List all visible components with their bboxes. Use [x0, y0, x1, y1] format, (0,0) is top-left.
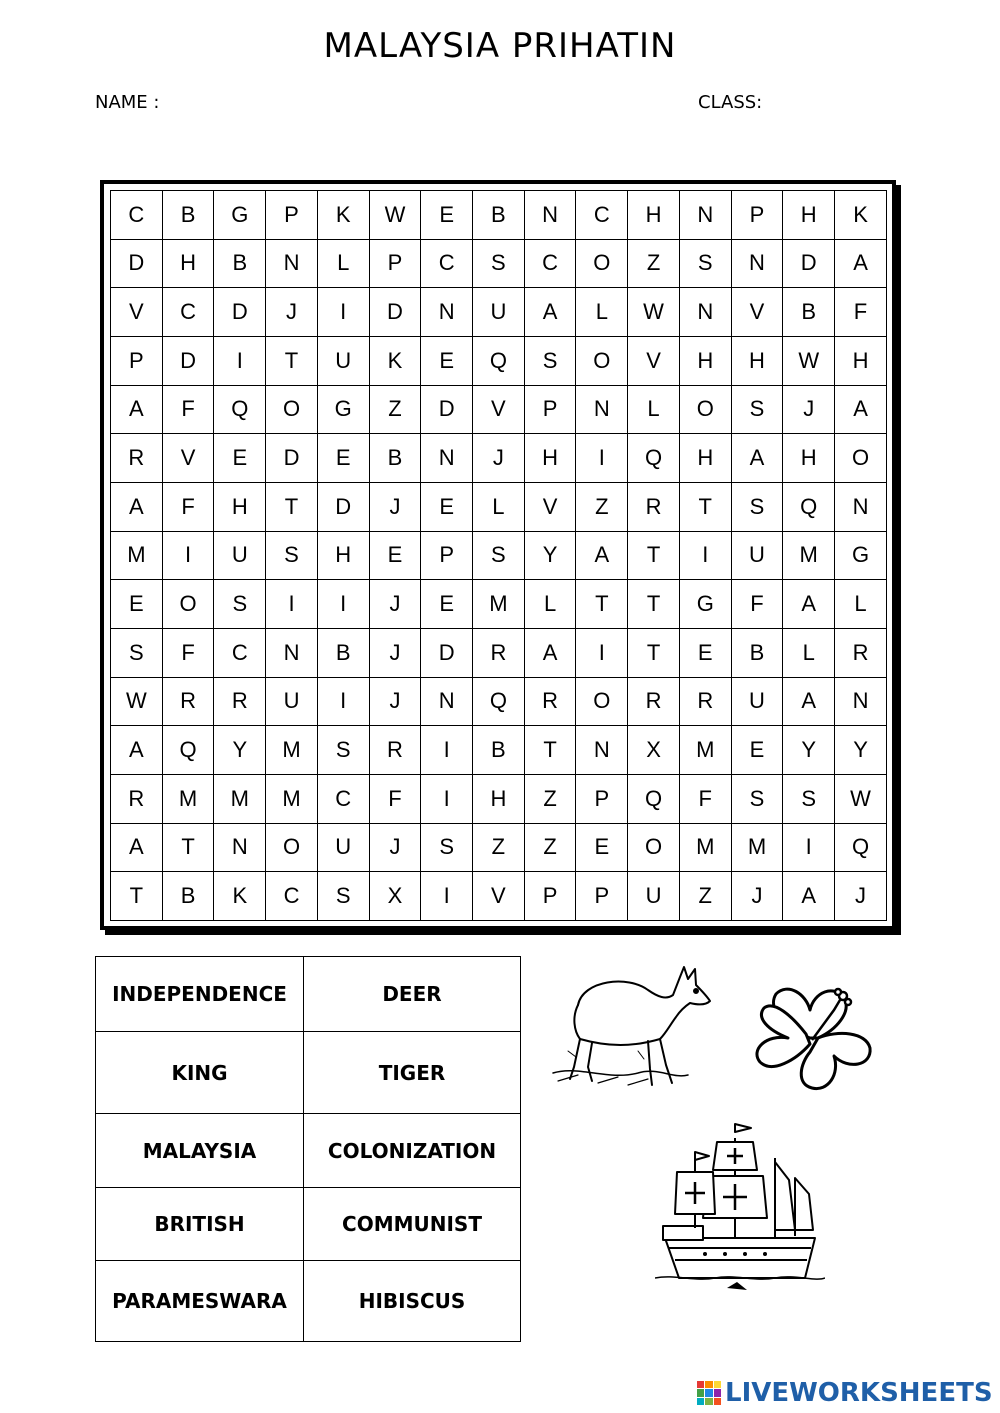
grid-cell[interactable]: M [679, 823, 731, 872]
logo-square [705, 1398, 712, 1405]
grid-cell[interactable]: I [266, 580, 318, 629]
grid-cell[interactable]: S [473, 239, 525, 288]
grid-cell[interactable]: P [524, 872, 576, 921]
grid-cell[interactable]: J [783, 385, 835, 434]
grid-cell[interactable]: N [421, 434, 473, 483]
grid-cell[interactable]: Y [214, 726, 266, 775]
grid-cell[interactable]: I [576, 628, 628, 677]
grid-cell[interactable]: U [628, 872, 680, 921]
grid-cell[interactable]: L [524, 580, 576, 629]
grid-cell[interactable]: S [524, 336, 576, 385]
grid-row [111, 482, 887, 531]
grid-cell[interactable]: T [162, 823, 214, 872]
grid-cell[interactable]: S [679, 239, 731, 288]
grid-cell[interactable]: B [473, 726, 525, 775]
word-list-row [96, 1032, 521, 1114]
grid-cell[interactable]: Q [162, 726, 214, 775]
grid-cell[interactable]: F [679, 774, 731, 823]
grid-cell[interactable]: S [783, 774, 835, 823]
grid-cell[interactable]: A [731, 434, 783, 483]
grid-cell[interactable]: H [679, 434, 731, 483]
grid-cell[interactable]: I [214, 336, 266, 385]
grid-cell[interactable]: E [679, 628, 731, 677]
grid-cell[interactable]: H [473, 774, 525, 823]
grid-cell[interactable]: E [421, 482, 473, 531]
grid-cell[interactable]: E [214, 434, 266, 483]
grid-cell[interactable]: J [369, 677, 421, 726]
grid-row [111, 385, 887, 434]
grid-cell[interactable]: Q [628, 434, 680, 483]
grid-cell[interactable]: A [111, 823, 163, 872]
grid-cell[interactable]: O [679, 385, 731, 434]
word-search-grid [110, 190, 887, 921]
grid-cell[interactable]: S [317, 872, 369, 921]
grid-cell[interactable]: H [835, 336, 887, 385]
grid-cell[interactable]: X [628, 726, 680, 775]
hibiscus-drawing [748, 980, 878, 1098]
grid-cell[interactable]: H [731, 336, 783, 385]
grid-cell[interactable]: J [369, 482, 421, 531]
grid-cell[interactable]: B [783, 288, 835, 337]
grid-cell[interactable]: U [731, 677, 783, 726]
grid-cell[interactable]: E [111, 580, 163, 629]
grid-cell[interactable]: D [214, 288, 266, 337]
grid-cell[interactable]: M [162, 774, 214, 823]
grid-cell[interactable]: A [783, 677, 835, 726]
grid-cell[interactable]: G [835, 531, 887, 580]
logo-square [697, 1381, 704, 1388]
grid-cell[interactable]: K [369, 336, 421, 385]
grid-cell[interactable]: J [369, 628, 421, 677]
grid-cell[interactable]: R [111, 434, 163, 483]
grid-cell[interactable]: B [162, 872, 214, 921]
grid-cell[interactable]: U [266, 677, 318, 726]
grid-cell[interactable]: H [628, 191, 680, 240]
grid-cell[interactable]: S [731, 774, 783, 823]
word-list-item: COLONIZATION [304, 1114, 521, 1188]
grid-cell[interactable]: K [214, 872, 266, 921]
grid-cell[interactable]: L [317, 239, 369, 288]
grid-cell[interactable]: N [266, 239, 318, 288]
grid-cell[interactable]: I [317, 677, 369, 726]
grid-cell[interactable]: G [317, 385, 369, 434]
grid-cell[interactable]: R [835, 628, 887, 677]
grid-cell[interactable]: H [679, 336, 731, 385]
grid-row [111, 531, 887, 580]
grid-cell[interactable]: A [576, 531, 628, 580]
grid-cell[interactable]: A [524, 628, 576, 677]
grid-cell[interactable]: A [783, 872, 835, 921]
grid-row [111, 336, 887, 385]
grid-cell[interactable]: B [731, 628, 783, 677]
grid-cell[interactable]: S [731, 385, 783, 434]
grid-cell[interactable]: O [162, 580, 214, 629]
grid-cell[interactable]: C [266, 872, 318, 921]
grid-cell[interactable]: P [524, 385, 576, 434]
grid-cell[interactable]: L [473, 482, 525, 531]
class-label: CLASS: [698, 92, 763, 113]
grid-cell[interactable]: T [628, 531, 680, 580]
grid-cell[interactable]: V [731, 288, 783, 337]
grid-row [111, 628, 887, 677]
grid-cell[interactable]: C [524, 239, 576, 288]
grid-cell[interactable]: A [835, 385, 887, 434]
liveworksheets-brand[interactable] [697, 1378, 993, 1408]
logo-square [714, 1398, 721, 1405]
grid-cell[interactable]: D [421, 628, 473, 677]
page-title: MALAYSIA PRIHATIN [323, 26, 677, 66]
grid-cell[interactable]: R [524, 677, 576, 726]
grid-cell[interactable]: B [317, 628, 369, 677]
grid-row [111, 191, 887, 240]
grid-row [111, 434, 887, 483]
grid-cell[interactable]: J [835, 872, 887, 921]
grid-cell[interactable]: Q [835, 823, 887, 872]
grid-cell[interactable]: V [162, 434, 214, 483]
grid-cell[interactable]: B [473, 191, 525, 240]
grid-cell[interactable]: I [783, 823, 835, 872]
grid-row [111, 677, 887, 726]
grid-cell[interactable]: V [473, 385, 525, 434]
grid-cell[interactable]: T [111, 872, 163, 921]
grid-cell[interactable]: I [317, 288, 369, 337]
grid-cell[interactable]: N [576, 385, 628, 434]
grid-cell[interactable]: G [214, 191, 266, 240]
grid-cell[interactable]: Q [473, 677, 525, 726]
grid-cell[interactable]: W [835, 774, 887, 823]
grid-cell[interactable]: V [628, 336, 680, 385]
grid-cell[interactable]: B [214, 239, 266, 288]
grid-cell[interactable]: E [421, 580, 473, 629]
grid-cell[interactable]: D [317, 482, 369, 531]
grid-cell[interactable]: I [421, 774, 473, 823]
grid-cell[interactable]: E [421, 336, 473, 385]
grid-cell[interactable]: J [369, 580, 421, 629]
grid-cell[interactable]: M [266, 774, 318, 823]
grid-cell[interactable]: O [266, 823, 318, 872]
grid-cell[interactable]: P [111, 336, 163, 385]
grid-cell[interactable]: D [421, 385, 473, 434]
grid-cell[interactable]: V [473, 872, 525, 921]
grid-cell[interactable]: U [731, 531, 783, 580]
grid-cell[interactable]: L [628, 385, 680, 434]
grid-cell[interactable]: I [576, 434, 628, 483]
grid-cell[interactable]: C [162, 288, 214, 337]
grid-cell[interactable]: O [628, 823, 680, 872]
grid-cell[interactable]: S [214, 580, 266, 629]
grid-cell[interactable]: D [266, 434, 318, 483]
grid-cell[interactable]: U [317, 823, 369, 872]
grid-cell[interactable]: O [576, 677, 628, 726]
grid-cell[interactable]: A [524, 288, 576, 337]
grid-cell[interactable]: R [679, 677, 731, 726]
grid-cell[interactable]: P [266, 191, 318, 240]
grid-cell[interactable]: W [783, 336, 835, 385]
grid-cell[interactable]: F [369, 774, 421, 823]
word-list-item: COMMUNIST [304, 1188, 521, 1261]
grid-cell[interactable]: U [473, 288, 525, 337]
grid-cell[interactable]: H [783, 191, 835, 240]
grid-cell[interactable]: Q [783, 482, 835, 531]
grid-cell[interactable]: R [214, 677, 266, 726]
grid-cell[interactable]: S [473, 531, 525, 580]
grid-cell[interactable]: A [111, 482, 163, 531]
grid-cell[interactable]: H [162, 239, 214, 288]
grid-cell[interactable]: N [524, 191, 576, 240]
word-list-item: MALAYSIA [96, 1114, 304, 1188]
grid-cell[interactable]: N [835, 677, 887, 726]
grid-cell[interactable]: T [576, 580, 628, 629]
grid-cell[interactable]: R [111, 774, 163, 823]
grid-cell[interactable]: U [214, 531, 266, 580]
grid-cell[interactable]: Y [524, 531, 576, 580]
grid-cell[interactable]: R [628, 482, 680, 531]
liveworksheets-logo-icon [697, 1381, 721, 1405]
grid-cell[interactable]: E [421, 191, 473, 240]
grid-cell[interactable]: Q [473, 336, 525, 385]
grid-cell[interactable]: M [111, 531, 163, 580]
grid-cell[interactable]: P [731, 191, 783, 240]
grid-cell[interactable]: N [421, 288, 473, 337]
grid-cell[interactable]: H [317, 531, 369, 580]
grid-cell[interactable]: O [266, 385, 318, 434]
grid-cell[interactable]: O [835, 434, 887, 483]
grid-row [111, 726, 887, 775]
grid-cell[interactable]: C [421, 239, 473, 288]
word-list-item: DEER [304, 957, 521, 1032]
word-list-item: INDEPENDENCE [96, 957, 304, 1032]
grid-cell[interactable]: O [576, 239, 628, 288]
grid-cell[interactable]: C [111, 191, 163, 240]
grid-cell[interactable]: C [214, 628, 266, 677]
grid-cell[interactable]: F [162, 628, 214, 677]
grid-cell[interactable]: T [266, 336, 318, 385]
grid-cell[interactable]: M [679, 726, 731, 775]
grid-cell[interactable]: B [369, 434, 421, 483]
grid-cell[interactable]: V [524, 482, 576, 531]
deer-drawing [548, 955, 713, 1095]
grid-cell[interactable]: K [835, 191, 887, 240]
grid-cell[interactable]: L [783, 628, 835, 677]
grid-cell[interactable]: N [679, 191, 731, 240]
logo-square [697, 1389, 704, 1396]
grid-cell[interactable]: B [162, 191, 214, 240]
grid-cell[interactable]: T [628, 580, 680, 629]
grid-cell[interactable]: N [266, 628, 318, 677]
word-list-table [95, 956, 521, 1342]
ship-drawing [655, 1118, 825, 1300]
grid-cell[interactable]: L [576, 288, 628, 337]
logo-square [714, 1381, 721, 1388]
grid-cell[interactable]: T [628, 628, 680, 677]
grid-cell[interactable]: E [369, 531, 421, 580]
grid-cell[interactable]: A [835, 239, 887, 288]
grid-cell[interactable]: M [731, 823, 783, 872]
grid-cell[interactable]: Q [628, 774, 680, 823]
grid-cell[interactable]: D [111, 239, 163, 288]
logo-square [705, 1389, 712, 1396]
grid-cell[interactable]: M [266, 726, 318, 775]
word-list-item: HIBISCUS [304, 1261, 521, 1342]
grid-cell[interactable]: Z [473, 823, 525, 872]
grid-cell[interactable]: R [473, 628, 525, 677]
grid-cell[interactable]: F [731, 580, 783, 629]
word-search-frame [100, 180, 896, 930]
name-label: NAME : [95, 92, 160, 113]
grid-cell[interactable]: X [369, 872, 421, 921]
grid-cell[interactable]: F [162, 385, 214, 434]
word-list-item: TIGER [304, 1032, 521, 1114]
grid-cell[interactable]: E [731, 726, 783, 775]
grid-cell[interactable]: Z [628, 239, 680, 288]
grid-cell[interactable]: S [731, 482, 783, 531]
grid-cell[interactable]: W [369, 191, 421, 240]
grid-cell[interactable]: I [421, 726, 473, 775]
grid-cell[interactable]: T [524, 726, 576, 775]
grid-cell[interactable]: Z [369, 385, 421, 434]
grid-cell[interactable]: W [111, 677, 163, 726]
grid-cell[interactable]: R [162, 677, 214, 726]
grid-cell[interactable]: H [214, 482, 266, 531]
grid-cell[interactable]: Q [214, 385, 266, 434]
grid-cell[interactable]: T [266, 482, 318, 531]
grid-cell[interactable]: R [628, 677, 680, 726]
grid-cell[interactable]: N [576, 726, 628, 775]
grid-row [111, 872, 887, 921]
grid-cell[interactable]: E [576, 823, 628, 872]
grid-cell[interactable]: P [576, 774, 628, 823]
grid-cell[interactable]: J [473, 434, 525, 483]
grid-row [111, 774, 887, 823]
grid-cell[interactable]: I [317, 580, 369, 629]
word-list-item: BRITISH [96, 1188, 304, 1261]
grid-cell[interactable]: S [421, 823, 473, 872]
word-list-item: KING [96, 1032, 304, 1114]
word-list-item: PARAMESWARA [96, 1261, 304, 1342]
grid-cell[interactable]: M [214, 774, 266, 823]
grid-cell[interactable]: M [473, 580, 525, 629]
grid-cell[interactable]: T [679, 482, 731, 531]
grid-cell[interactable]: N [679, 288, 731, 337]
grid-cell[interactable]: J [266, 288, 318, 337]
grid-cell[interactable]: N [421, 677, 473, 726]
logo-square [697, 1398, 704, 1405]
grid-cell[interactable]: I [679, 531, 731, 580]
grid-cell[interactable]: D [369, 288, 421, 337]
grid-cell[interactable]: S [266, 531, 318, 580]
grid-row [111, 288, 887, 337]
grid-cell[interactable]: I [421, 872, 473, 921]
grid-row [111, 580, 887, 629]
grid-cell[interactable]: Y [783, 726, 835, 775]
grid-cell[interactable]: W [628, 288, 680, 337]
grid-cell[interactable]: L [835, 580, 887, 629]
grid-cell[interactable]: F [162, 482, 214, 531]
grid-cell[interactable]: E [317, 434, 369, 483]
logo-square [714, 1389, 721, 1396]
grid-cell[interactable]: N [731, 239, 783, 288]
grid-cell[interactable]: A [111, 726, 163, 775]
grid-cell[interactable]: C [317, 774, 369, 823]
grid-cell[interactable]: K [317, 191, 369, 240]
grid-cell[interactable]: J [731, 872, 783, 921]
word-list-row [96, 1188, 521, 1261]
logo-square [705, 1381, 712, 1388]
grid-cell[interactable]: P [369, 239, 421, 288]
word-list-row [96, 1261, 521, 1342]
grid-cell[interactable]: N [835, 482, 887, 531]
grid-cell[interactable]: Z [524, 823, 576, 872]
grid-cell[interactable]: A [111, 385, 163, 434]
grid-cell[interactable]: P [421, 531, 473, 580]
grid-cell[interactable]: A [783, 580, 835, 629]
grid-cell[interactable]: Z [576, 482, 628, 531]
grid-cell[interactable]: R [369, 726, 421, 775]
grid-cell[interactable]: Z [524, 774, 576, 823]
grid-cell[interactable]: Z [679, 872, 731, 921]
grid-cell[interactable]: U [317, 336, 369, 385]
grid-cell[interactable]: I [162, 531, 214, 580]
grid-row [111, 823, 887, 872]
grid-cell[interactable]: G [679, 580, 731, 629]
grid-cell[interactable]: M [783, 531, 835, 580]
word-list-row [96, 1114, 521, 1188]
brand-text: LIVEWORKSHEETS [725, 1378, 993, 1408]
grid-row [111, 239, 887, 288]
grid-cell[interactable]: C [576, 191, 628, 240]
grid-cell[interactable]: S [317, 726, 369, 775]
grid-cell[interactable]: S [111, 628, 163, 677]
grid-cell[interactable]: H [524, 434, 576, 483]
grid-cell[interactable]: D [783, 239, 835, 288]
word-list-row [96, 957, 521, 1032]
grid-cell[interactable]: H [783, 434, 835, 483]
grid-cell[interactable]: F [835, 288, 887, 337]
grid-cell[interactable]: V [111, 288, 163, 337]
grid-cell[interactable]: P [576, 872, 628, 921]
grid-cell[interactable]: J [369, 823, 421, 872]
grid-cell[interactable]: D [162, 336, 214, 385]
grid-cell[interactable]: Y [835, 726, 887, 775]
grid-cell[interactable]: O [576, 336, 628, 385]
grid-cell[interactable]: N [214, 823, 266, 872]
